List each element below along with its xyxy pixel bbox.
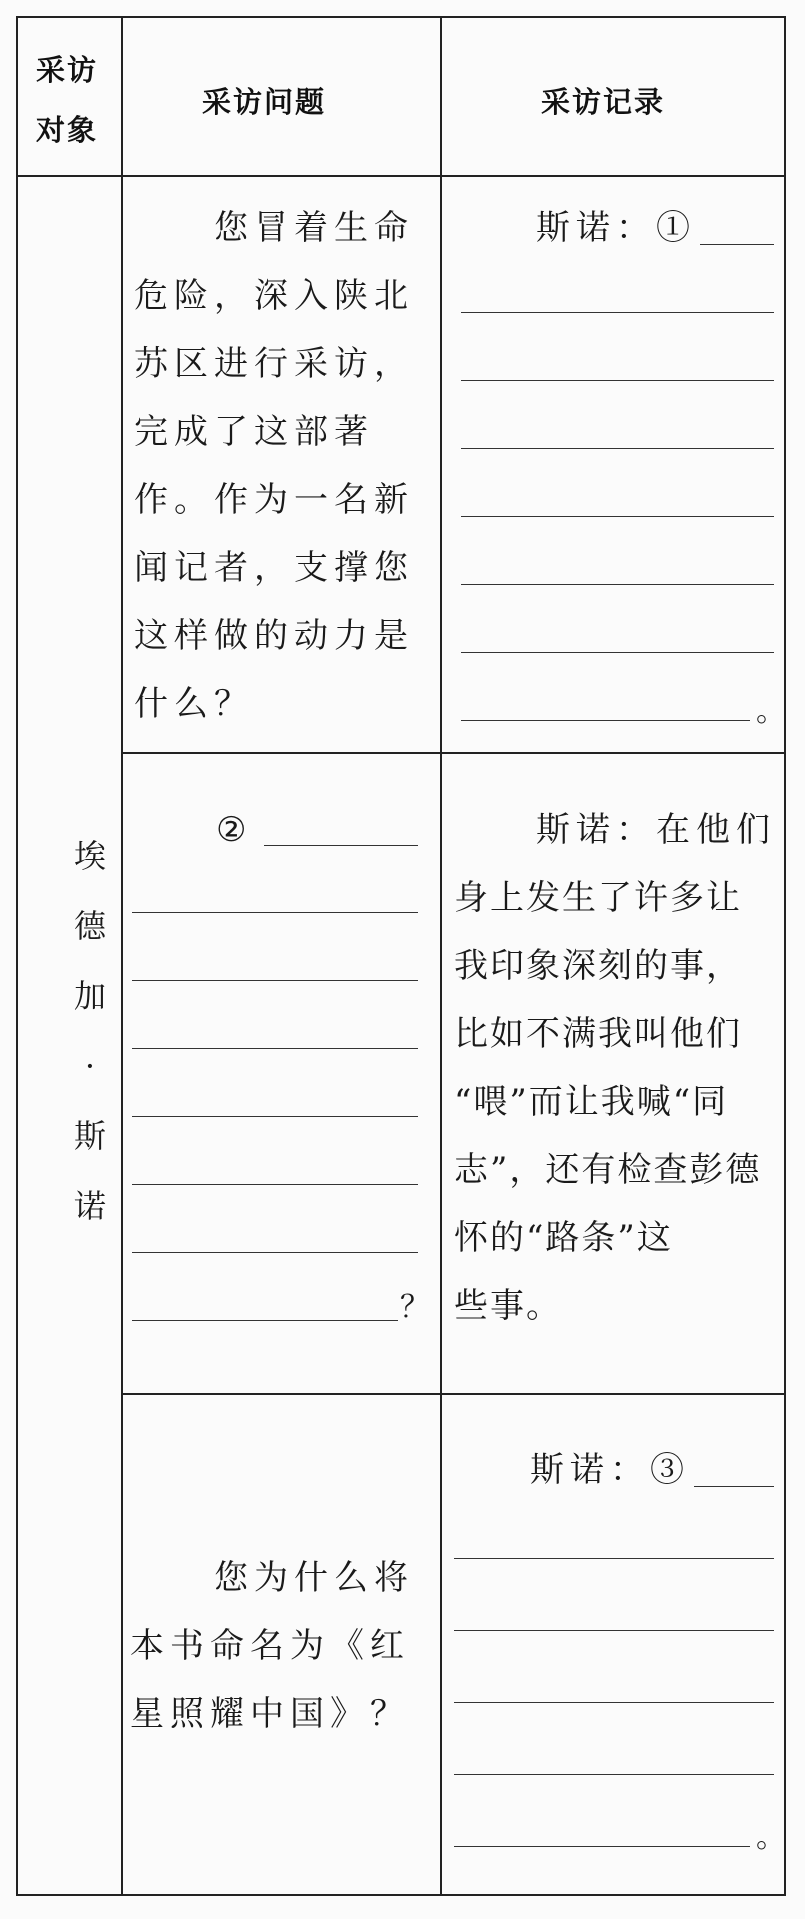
record-line: 些事。 <box>454 1286 562 1326</box>
subject-char: · <box>84 1047 96 1085</box>
question-blank-2[interactable] <box>132 980 418 981</box>
interview-table <box>16 16 786 1896</box>
question-prefix: ② <box>216 810 253 850</box>
subject-char: 埃 <box>73 837 106 875</box>
record-line: 志”，还有检查彭德 <box>454 1150 762 1190</box>
column-divider-subject <box>121 18 123 1894</box>
answer-blank-3[interactable] <box>454 1702 774 1703</box>
question-blank-2[interactable] <box>264 845 418 846</box>
subject-char: 斯 <box>73 1117 106 1155</box>
answer-blank-3[interactable] <box>454 1846 750 1847</box>
question-line: 完成了这部著 <box>134 412 374 452</box>
subject-char: 诺 <box>73 1187 106 1225</box>
header-subject-line1: 采访 <box>36 53 99 87</box>
record-line: 怀的“路条”这 <box>454 1218 673 1258</box>
record-line: 斯诺：在他们 <box>536 810 776 850</box>
answer-blank-3[interactable] <box>454 1630 774 1631</box>
answer-blank-3[interactable] <box>694 1486 774 1487</box>
question-blank-2[interactable] <box>132 1252 418 1253</box>
answer-blank-3[interactable] <box>454 1774 774 1775</box>
record-line: 身上发生了许多让 <box>454 878 742 918</box>
question-blank-2[interactable] <box>132 912 418 913</box>
answer-blank-1[interactable] <box>461 380 774 381</box>
answer-blank-1[interactable] <box>461 652 774 653</box>
end-period: 。 <box>756 1820 786 1855</box>
question-line: 闻记者，支撑您 <box>134 548 414 588</box>
question-blank-2[interactable] <box>132 1116 418 1117</box>
subject-char: 德 <box>73 907 106 945</box>
question-line: 这样做的动力是 <box>134 616 414 656</box>
question-line: 作。作为一名新 <box>134 480 414 520</box>
question-line: 星照耀中国》？ <box>130 1694 410 1734</box>
question-blank-2[interactable] <box>132 1048 418 1049</box>
end-period: 。 <box>756 694 786 729</box>
question-line: 危险，深入陕北 <box>134 276 414 316</box>
answer-blank-3[interactable] <box>454 1558 774 1559</box>
header-questions: 采访问题 <box>202 85 327 119</box>
question-line: 您冒着生命 <box>214 208 414 248</box>
record-line: 我印象深刻的事， <box>454 946 742 986</box>
answer-blank-1[interactable] <box>461 516 774 517</box>
question-line: 本书命名为《红 <box>130 1626 410 1666</box>
header-divider <box>18 175 784 177</box>
question-line: 什么？ <box>134 684 254 724</box>
question-blank-2[interactable] <box>132 1320 398 1321</box>
question-mark: ？ <box>400 1290 430 1325</box>
answer-blank-1[interactable] <box>461 720 750 721</box>
subject-char: 加 <box>73 977 106 1015</box>
answer-blank-1[interactable] <box>461 584 774 585</box>
column-divider-question <box>440 18 442 1894</box>
header-records: 采访记录 <box>541 85 666 119</box>
record-line: “喂”而让我喊“同 <box>454 1082 729 1122</box>
record-line: 比如不满我叫他们 <box>454 1014 742 1054</box>
question-line: 苏区进行采访， <box>134 344 414 384</box>
row-divider-1 <box>121 752 784 754</box>
row-divider-2 <box>121 1393 784 1395</box>
question-blank-2[interactable] <box>132 1184 418 1185</box>
header-subject-line2: 对象 <box>36 113 99 147</box>
answer-blank-1[interactable] <box>461 312 774 313</box>
question-line: 您为什么将 <box>214 1558 414 1598</box>
record-prefix: 斯诺：① <box>536 208 696 248</box>
answer-blank-1[interactable] <box>461 448 774 449</box>
answer-blank-1[interactable] <box>700 244 774 245</box>
record-prefix: 斯诺：③ <box>530 1450 690 1490</box>
